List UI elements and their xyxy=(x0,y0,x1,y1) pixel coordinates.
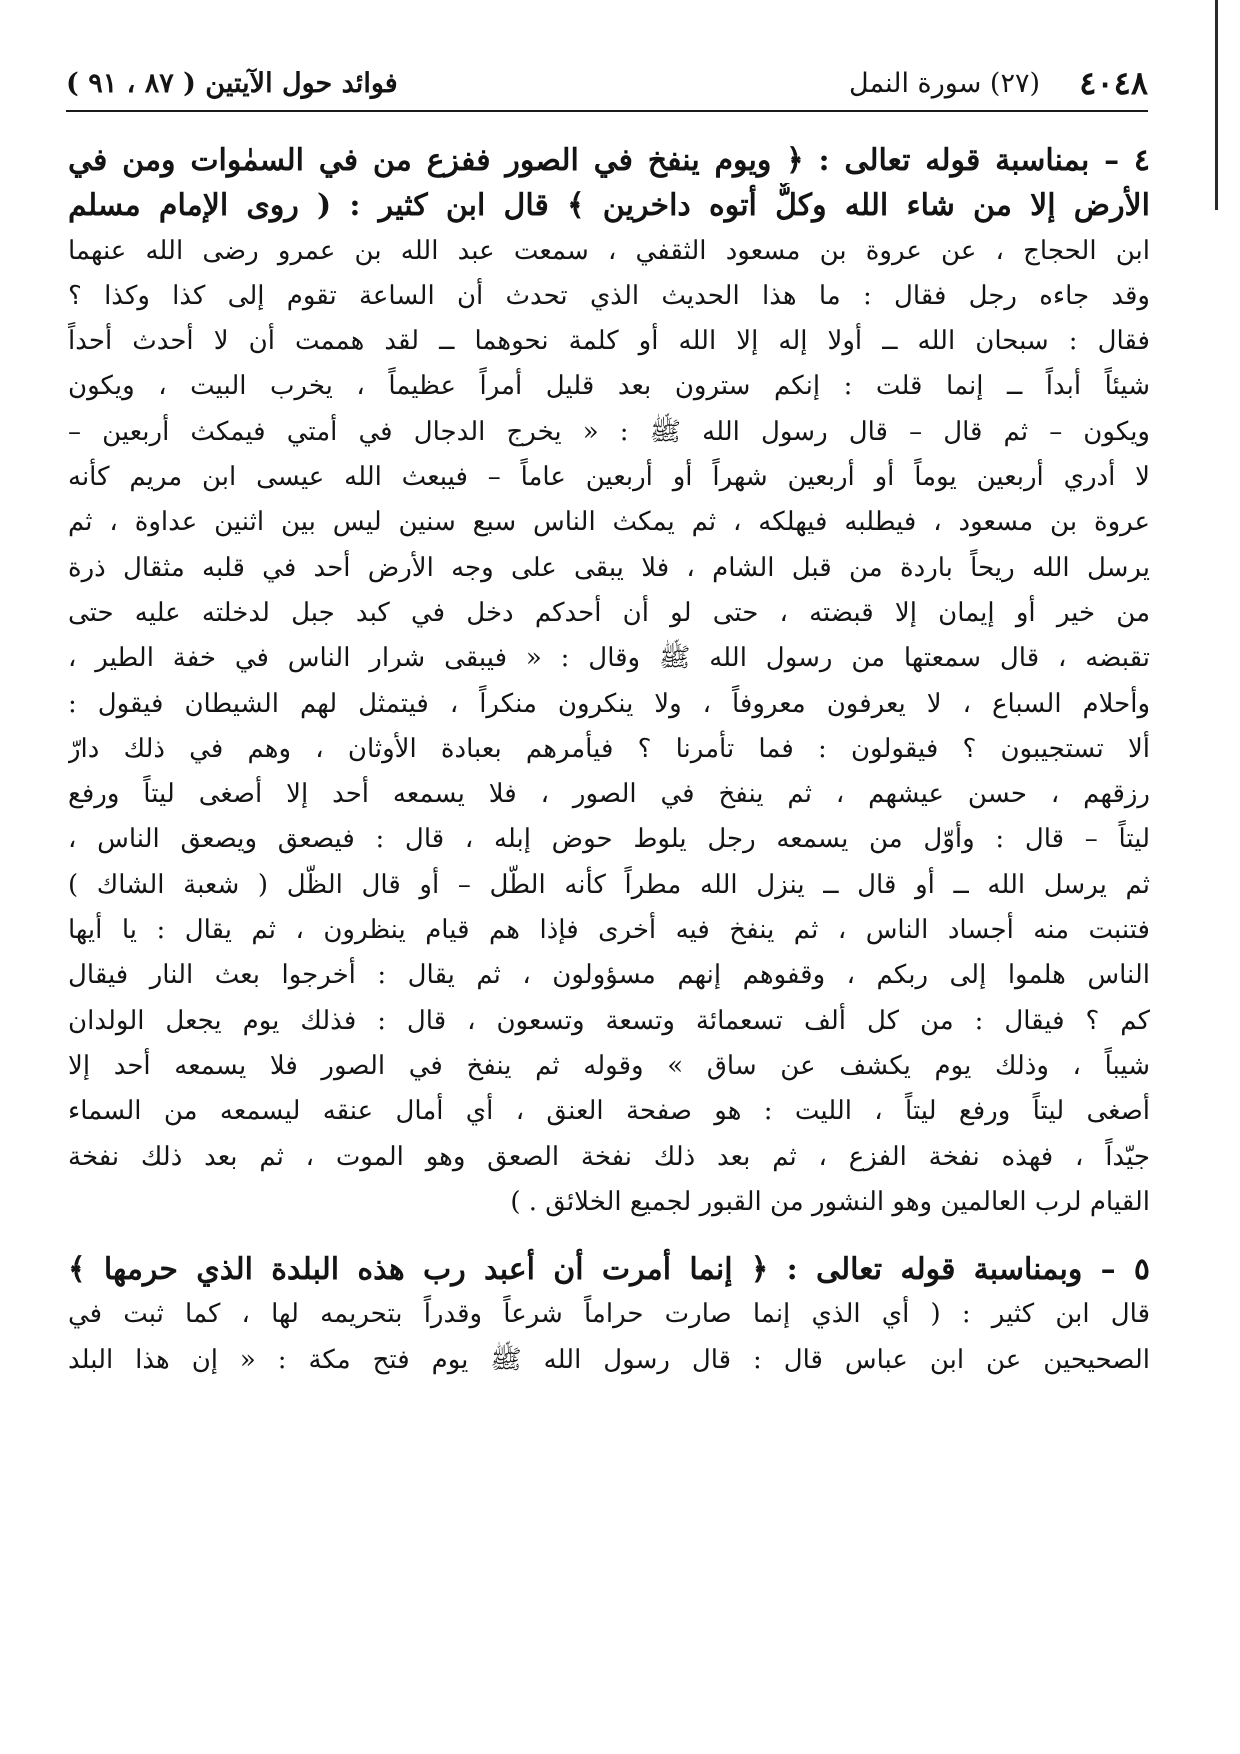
section-gap xyxy=(68,1225,1150,1247)
text-line: كم ؟ فيقال : من كل ألف تسعمائة وتسعة وتسعون ، قال : فذلك يوم يجعل الولدان xyxy=(68,1005,1150,1036)
text-line: الصحيحين عن ابن عباس قال : قال رسول الله ﷺ يوم فتح مكة : « إن هذا البلد xyxy=(68,1344,1150,1375)
text-line: ويكون – ثم قال – قال رسول الله ﷺ : « يخرج الدجال في أمتي فيمكث أربعين – xyxy=(68,416,1150,447)
page-edge-line xyxy=(1215,0,1218,210)
text-line: أصغى ليتاً ورفع ليتاً ، الليت : هو صفحة العنق ، أي أمال عنقه ليسمعه من السماء xyxy=(68,1096,1150,1127)
text-line: ثم يرسل الله ــ أو قال ــ ينزل الله مطراً كأنه الطّل – أو قال الظّل ( شعبة الشاك ) xyxy=(68,869,1150,900)
topic-title: فوائد حول الآيتين ( ٨٧ ، ٩١ ) xyxy=(66,68,398,99)
text-line: من خير أو إيمان إلا قبضته ، حتى لو أن أحدكم دخل في كبد جبل لدخلته عليه حتى xyxy=(68,597,1150,628)
text-line: القيام لرب العالمين وهو النشور من القبور لجميع الخلائق . ) xyxy=(510,1186,1150,1217)
text-line: فقال : سبحان الله ــ أولا إله إلا الله أو كلمة نحوهما ــ لقد هممت أن لا أحدث أحداً xyxy=(68,326,1150,357)
text-line: ليتاً – قال : وأوّل من يسمعه رجل يلوط حوض إبله ، قال : فيصعق ويصعق الناس ، xyxy=(68,824,1150,855)
text-line: رزقهم ، حسن عيشهم ، ثم ينفخ في الصور ، فلا يسمعه أحد إلا أصغى ليتاً ورفع xyxy=(68,779,1150,810)
text-line: ٤ – بمناسبة قوله تعالى : ﴿ ويوم ينفخ في الصور ففزع من في السمٰوات ومن في xyxy=(68,143,1150,178)
text-line: شيئاً أبداً ــ إنما قلت : إنكم سترون بعد قليل أمراً عظيماً ، يخرب البيت ، ويكون xyxy=(68,371,1150,402)
text-line: جيّداً ، فهذه نفخة الفزع ، ثم بعد ذلك نفخة الصعق وهو الموت ، ثم بعد ذلك نفخة xyxy=(68,1141,1150,1172)
text-line: تقبضه ، قال سمعتها من رسول الله ﷺ وقال : « فيبقى شرار الناس في خفة الطير ، xyxy=(68,643,1150,674)
text-line: فتنبت منه أجساد الناس ، ثم ينفخ فيه أخرى فإذا هم قيام ينظرون ، ثم يقال : يا أيها xyxy=(68,915,1150,946)
text-line: ٥ – وبمناسبة قوله تعالى : ﴿ إنما أمرت أن أعبد رب هذه البلدة الذي حرمها ﴾ xyxy=(68,1252,1150,1288)
page-body xyxy=(68,138,1150,1383)
text-line: يرسل الله ريحاً باردة من قبل الشام ، فلا يبقى على وجه الأرض أحد في قلبه مثقال ذرة xyxy=(68,552,1150,583)
page-number: ٤٠٤٨ xyxy=(1079,64,1148,102)
page-header xyxy=(66,62,1148,112)
text-line: شيباً ، وذلك يوم يكشف عن ساق » وقوله ثم ينفخ في الصور فلا يسمعه أحد إلا xyxy=(68,1050,1150,1081)
text-line: ألا تستجيبون ؟ فيقولون : فما تأمرنا ؟ فيأمرهم بعبادة الأوثان ، وهم في ذلك دارّ xyxy=(68,733,1150,764)
surah-title: (٢٧) سورة النمل xyxy=(849,68,1040,99)
text-line: قال ابن كثير : ( أي الذي إنما صارت حراماً شرعاً وقدراً بتحريمه لها ، كما ثبت في xyxy=(68,1299,1150,1330)
text-line: الناس هلموا إلى ربكم ، وقفوهم إنهم مسؤولون ، ثم يقال : أخرجوا بعث النار فيقال xyxy=(68,960,1150,991)
text-line: عروة بن مسعود ، فيطلبه فيهلكه ، ثم يمكث الناس سبع سنين ليس بين اثنين عداوة ، ثم xyxy=(68,507,1150,538)
text-line: وقد جاءه رجل فقال : ما هذا الحديث الذي تحدث أن الساعة تقوم إلى كذا وكذا ؟ xyxy=(68,280,1150,311)
text-line: وأحلام السباع ، لا يعرفون معروفاً ، ولا ينكرون منكراً ، فيتمثل لهم الشيطان فيقول : xyxy=(68,688,1150,719)
text-line: لا أدري أربعين يوماً أو أربعين شهراً أو أربعين عاماً – فيبعث الله عيسى ابن مريم كأنه xyxy=(68,462,1150,493)
text-line: ابن الحجاج ، عن عروة بن مسعود الثقفي ، سمعت عبد الله بن عمرو رضى الله عنهما xyxy=(68,235,1150,266)
text-line: الأرض إلا من شاء الله وكلٌّ أتوه داخرين ﴾ قال ابن كثير : ( روى الإمام مسلم xyxy=(68,188,1150,224)
